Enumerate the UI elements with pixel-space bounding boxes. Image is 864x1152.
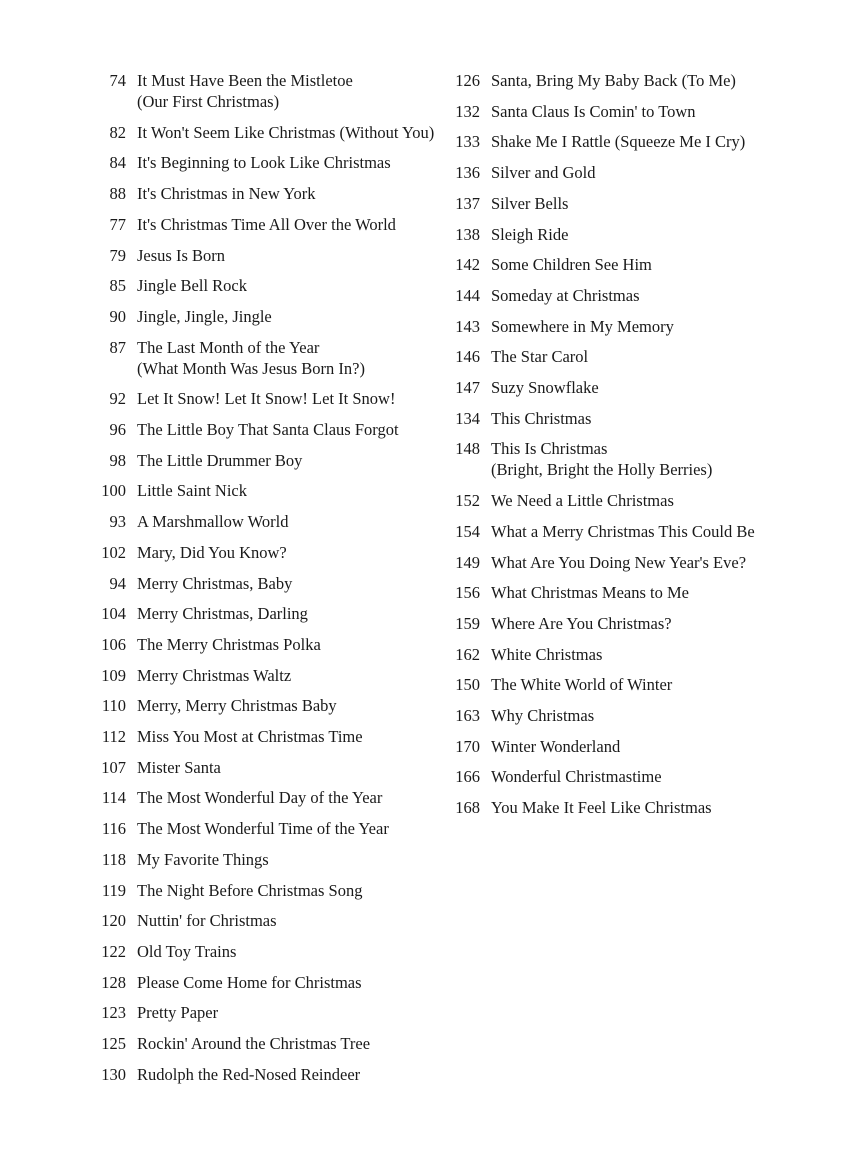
page-number: 132 — [455, 101, 480, 121]
song-title-line: Please Come Home for Christmas — [137, 972, 362, 992]
song-title — [491, 797, 712, 818]
toc-entry[interactable] — [98, 665, 291, 686]
song-title — [137, 306, 272, 327]
toc-entry[interactable] — [452, 285, 639, 306]
page-number: 146 — [455, 347, 480, 367]
song-title — [137, 542, 287, 563]
song-title-line: It Must Have Been the Mistletoe — [137, 71, 353, 90]
song-title-line: Little Saint Nick — [137, 481, 247, 501]
song-title — [137, 1064, 360, 1085]
song-title-line: Let It Snow! Let It Snow! Let It Snow! — [137, 389, 396, 409]
song-title-line: Why Christmas — [491, 706, 595, 725]
toc-entry[interactable] — [98, 757, 221, 778]
song-title — [491, 521, 755, 542]
toc-entry[interactable] — [452, 162, 596, 183]
song-title — [491, 674, 672, 695]
page-number: 98 — [109, 450, 126, 470]
song-title — [137, 757, 221, 778]
toc-entry[interactable] — [98, 787, 382, 808]
page-number: 123 — [101, 1003, 126, 1023]
song-subtitle-line: (Bright, Bright the Holly Berries) — [491, 460, 713, 480]
song-title-line: It's Beginning to Look Like Christmas — [137, 153, 391, 173]
song-title — [491, 346, 588, 367]
song-title — [491, 490, 674, 511]
toc-entry[interactable] — [452, 766, 662, 787]
song-title — [137, 634, 321, 655]
toc-entry[interactable] — [452, 674, 672, 695]
song-title-line: Mister Santa — [137, 757, 221, 777]
song-title-line: The Most Wonderful Time of the Year — [137, 819, 389, 839]
toc-entry[interactable] — [98, 941, 236, 962]
page-number: 166 — [455, 767, 480, 787]
song-title-line: Pretty Paper — [137, 1003, 219, 1023]
song-title — [491, 254, 652, 275]
page-number: 154 — [455, 521, 480, 541]
song-title-line: White Christmas — [491, 644, 603, 664]
toc-entry[interactable] — [452, 490, 674, 511]
song-title-line: The Little Drummer Boy — [137, 450, 303, 470]
song-title-line: Merry Christmas, Baby — [137, 573, 293, 593]
toc-entry[interactable] — [98, 122, 434, 143]
page-number: 114 — [101, 788, 126, 808]
toc-entry[interactable] — [98, 1002, 218, 1023]
toc-entry[interactable] — [452, 644, 602, 665]
page-number: 144 — [455, 285, 480, 305]
song-title-line: Someday at Christmas — [491, 285, 640, 305]
toc-entry[interactable] — [98, 214, 396, 235]
page-number: 109 — [101, 665, 126, 685]
song-title — [491, 285, 639, 306]
song-title — [137, 941, 236, 962]
page-number: 142 — [455, 255, 480, 275]
toc-entry[interactable] — [452, 408, 591, 429]
toc-entry[interactable] — [98, 603, 308, 624]
song-title-line: A Marshmallow World — [137, 512, 289, 532]
toc-entry[interactable] — [98, 695, 337, 716]
toc-entry[interactable] — [452, 316, 674, 337]
song-title-line: Rudolph the Red-Nosed Reindeer — [137, 1064, 361, 1084]
song-title — [137, 1002, 218, 1023]
song-title-line: Shake Me I Rattle (Squeeze Me I Cry) — [491, 132, 746, 152]
song-title-line: The Last Month of the Year — [137, 337, 320, 357]
toc-entry[interactable] — [452, 736, 620, 757]
song-title-line: It's Christmas in New York — [137, 184, 316, 204]
toc-entry[interactable] — [452, 101, 696, 122]
song-title — [137, 70, 353, 112]
toc-entry[interactable] — [452, 552, 746, 573]
song-title — [491, 224, 568, 245]
page-number: 82 — [109, 122, 126, 142]
page-number: 112 — [101, 727, 126, 746]
song-title-line: Winter Wonderland — [491, 736, 621, 756]
song-title-line: The Little Boy That Santa Claus Forgot — [137, 420, 399, 439]
toc-entry[interactable] — [452, 70, 736, 91]
song-title — [491, 766, 662, 787]
song-title — [137, 388, 395, 409]
song-title — [137, 183, 316, 204]
toc-entry[interactable] — [98, 818, 389, 839]
song-title-line: Jesus Is Born — [137, 245, 226, 265]
song-title-line: The White World of Winter — [491, 675, 673, 695]
song-title — [137, 152, 391, 173]
page-number: 136 — [455, 163, 480, 183]
page-number: 106 — [101, 634, 126, 654]
song-title-line: Miss You Most at Christmas Time — [137, 727, 363, 746]
toc-entry[interactable] — [98, 910, 277, 931]
song-title-line: The Most Wonderful Day of the Year — [137, 788, 383, 808]
page-number: 96 — [109, 420, 126, 439]
toc-entry[interactable] — [98, 245, 225, 266]
page-number: 94 — [109, 573, 126, 593]
toc-entry[interactable] — [452, 582, 689, 603]
toc-entry[interactable] — [452, 224, 568, 245]
song-title — [491, 377, 599, 398]
toc-entry[interactable] — [98, 634, 321, 655]
song-title-line: The Night Before Christmas Song — [137, 880, 363, 900]
page-number: 92 — [109, 389, 126, 409]
song-title-line: This Is Christmas — [491, 439, 608, 459]
page-number: 87 — [109, 337, 126, 357]
toc-entry[interactable] — [452, 705, 594, 726]
page-number: 104 — [101, 604, 126, 624]
song-title-line: The Star Carol — [491, 347, 589, 367]
page-number: 156 — [455, 583, 480, 603]
toc-entry[interactable] — [98, 183, 316, 204]
song-title-line: Rockin' Around the Christmas Tree — [137, 1034, 371, 1053]
song-title-line: This Christmas — [491, 408, 592, 428]
song-title — [491, 408, 591, 429]
song-title — [137, 695, 337, 716]
song-title-line: Jingle, Jingle, Jingle — [137, 306, 272, 326]
page-number: 163 — [455, 706, 480, 725]
page-number: 126 — [455, 71, 480, 90]
page-number: 137 — [455, 193, 480, 213]
song-title — [491, 131, 745, 152]
song-title-line: Somewhere in My Memory — [491, 316, 674, 336]
page-number: 143 — [455, 316, 480, 336]
toc-entry[interactable] — [98, 1064, 360, 1085]
song-title-line: Jingle Bell Rock — [137, 276, 247, 296]
song-title — [137, 337, 365, 379]
page-number: 162 — [455, 644, 480, 664]
toc-entry[interactable] — [98, 972, 362, 993]
song-title-line: Santa, Bring My Baby Back (To Me) — [491, 71, 736, 90]
song-title-line: Suzy Snowflake — [491, 378, 599, 397]
page-number: 138 — [455, 224, 480, 244]
page-number: 118 — [101, 849, 126, 869]
toc-entry[interactable] — [452, 254, 652, 275]
song-title — [491, 193, 568, 214]
page-number: 102 — [101, 542, 126, 562]
song-title — [137, 880, 362, 901]
toc-entry[interactable] — [98, 511, 288, 532]
song-title-line: Some Children See Him — [491, 255, 652, 275]
toc-entry[interactable] — [98, 450, 302, 471]
song-title — [137, 665, 291, 686]
page-number: 119 — [101, 880, 126, 900]
song-title-line: Old Toy Trains — [137, 941, 237, 961]
song-title-line: Silver Bells — [491, 193, 569, 213]
song-title — [491, 316, 674, 337]
toc-entry[interactable] — [98, 573, 292, 594]
page-number: 77 — [109, 214, 126, 234]
song-title — [137, 419, 399, 440]
song-title — [137, 910, 277, 931]
song-title-line: Mary, Did You Know? — [137, 542, 287, 562]
page-number: 134 — [455, 408, 480, 428]
toc-entry[interactable] — [452, 377, 599, 398]
toc-entry[interactable] — [452, 438, 712, 480]
song-title-line: Silver and Gold — [491, 163, 596, 183]
song-title-line: Where Are You Christmas? — [491, 613, 672, 633]
toc-entry[interactable] — [98, 388, 395, 409]
page-number: 110 — [101, 696, 126, 716]
toc-entry[interactable] — [98, 480, 247, 501]
song-title-line: It's Christmas Time All Over the World — [137, 214, 396, 234]
toc-entry[interactable] — [452, 346, 588, 367]
song-title-line: What Are You Doing New Year's Eve? — [491, 552, 747, 572]
page-number: 150 — [455, 675, 480, 695]
song-title — [137, 818, 389, 839]
song-title — [491, 613, 672, 634]
song-title — [137, 122, 434, 143]
page-number: 116 — [101, 819, 126, 839]
song-title-line: Santa Claus Is Comin' to Town — [491, 101, 696, 121]
song-title — [137, 1033, 370, 1054]
song-title — [491, 552, 746, 573]
toc-entry[interactable] — [98, 152, 391, 173]
page-number: 88 — [109, 184, 126, 204]
toc-entry[interactable] — [98, 306, 272, 327]
page-number: 107 — [101, 757, 126, 777]
page-number: 168 — [455, 798, 480, 818]
page-number: 133 — [455, 132, 480, 152]
page-number: 85 — [109, 276, 126, 296]
toc-entry[interactable] — [98, 70, 353, 112]
song-title-line: Wonderful Christmastime — [491, 767, 662, 787]
song-title — [137, 214, 396, 235]
song-title — [137, 849, 269, 870]
song-title — [137, 511, 288, 532]
song-title-line: Nuttin' for Christmas — [137, 911, 277, 931]
song-title — [491, 582, 689, 603]
page-number: 130 — [101, 1064, 126, 1084]
song-title — [137, 480, 247, 501]
song-title-line: You Make It Feel Like Christmas — [491, 798, 712, 818]
song-title — [137, 726, 363, 747]
toc-entry[interactable] — [98, 880, 362, 901]
page-number: 84 — [109, 153, 126, 173]
page-number: 147 — [455, 378, 480, 397]
song-title — [137, 787, 382, 808]
page-number: 122 — [101, 941, 126, 961]
toc-entry[interactable] — [452, 521, 755, 542]
song-title — [137, 450, 302, 471]
toc-entry[interactable] — [98, 1033, 370, 1054]
song-title-line: What a Merry Christmas This Could Be — [491, 521, 755, 541]
page-number: 152 — [455, 491, 480, 511]
toc-entry[interactable] — [98, 542, 287, 563]
song-title — [137, 573, 292, 594]
song-title-line: Sleigh Ride — [491, 224, 569, 244]
song-title — [137, 603, 308, 624]
page-number: 159 — [455, 613, 480, 633]
toc-entry[interactable] — [452, 797, 712, 818]
toc-entry[interactable] — [98, 419, 399, 440]
song-title-line: Merry, Merry Christmas Baby — [137, 696, 337, 716]
page-number: 79 — [109, 245, 126, 265]
toc-entry[interactable] — [98, 275, 247, 296]
page-number: 74 — [109, 71, 126, 90]
song-title-line: What Christmas Means to Me — [491, 583, 689, 603]
song-title — [491, 70, 736, 91]
page-number: 93 — [109, 512, 126, 532]
toc-entry[interactable] — [452, 131, 745, 152]
song-title — [491, 162, 596, 183]
song-title-line: Merry Christmas Waltz — [137, 665, 292, 685]
page-number: 120 — [101, 911, 126, 931]
page-number: 100 — [101, 481, 126, 501]
song-title-line: It Won't Seem Like Christmas (Without You) — [137, 122, 435, 142]
song-title-line: The Merry Christmas Polka — [137, 634, 321, 654]
song-title-line: Merry Christmas, Darling — [137, 604, 308, 624]
song-subtitle-line: (What Month Was Jesus Born In?) — [137, 358, 365, 378]
page-number: 149 — [455, 552, 480, 572]
toc-entry[interactable] — [98, 726, 363, 747]
song-title — [491, 736, 620, 757]
toc-entry[interactable] — [452, 613, 672, 634]
song-title — [491, 705, 594, 726]
song-title — [137, 245, 225, 266]
song-title — [491, 101, 696, 122]
song-title — [137, 972, 362, 993]
song-title-line: My Favorite Things — [137, 849, 269, 869]
song-title-line: We Need a Little Christmas — [491, 491, 674, 511]
page-number: 125 — [101, 1034, 126, 1053]
song-subtitle-line: (Our First Christmas) — [137, 92, 280, 111]
song-title — [491, 644, 602, 665]
toc-entry[interactable] — [98, 849, 269, 870]
page-number: 148 — [455, 439, 480, 459]
page-number: 90 — [109, 306, 126, 326]
toc-entry[interactable] — [452, 193, 568, 214]
toc-entry[interactable] — [98, 337, 365, 379]
song-title — [491, 438, 712, 480]
page-number: 128 — [101, 972, 126, 992]
song-title — [137, 275, 247, 296]
page-number: 170 — [455, 736, 480, 756]
